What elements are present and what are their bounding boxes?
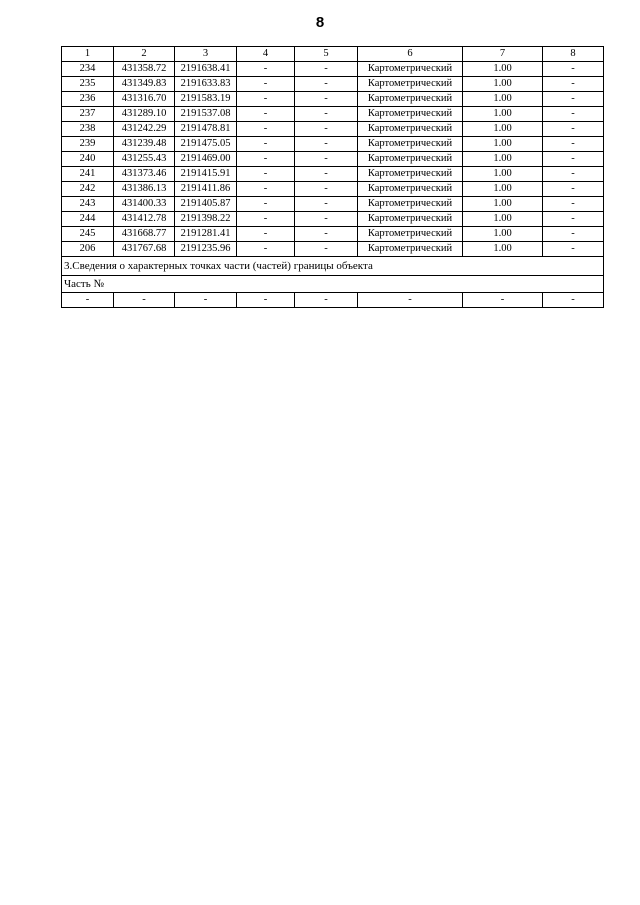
cell-col-8: - (543, 122, 604, 137)
cell-col-5: - (295, 92, 358, 107)
cell-method: - (358, 293, 463, 308)
section-row (62, 257, 604, 276)
table-row (62, 137, 604, 152)
part-label-row (62, 276, 604, 293)
cell-coord-x: 431386.13 (114, 182, 175, 197)
cell-col-8: - (543, 167, 604, 182)
cell-col-5: - (295, 152, 358, 167)
cell-coord-x: - (114, 293, 175, 308)
cell-coord-x: 431358.72 (114, 62, 175, 77)
cell-col-5: - (295, 212, 358, 227)
cell-coord-y: 2191235.96 (175, 242, 237, 257)
page-number: 8 (315, 14, 325, 31)
cell-col-4: - (237, 212, 295, 227)
cell-coord-x: 431767.68 (114, 242, 175, 257)
cell-point-number: 1 (62, 47, 114, 62)
cell-accuracy: 1.00 (463, 77, 543, 92)
cell-accuracy: 1.00 (463, 212, 543, 227)
cell-coord-y: 2191415.91 (175, 167, 237, 182)
cell-col-4: - (237, 227, 295, 242)
cell-method: Картометрический (358, 137, 463, 152)
table-row (62, 227, 604, 242)
table-row (62, 92, 604, 107)
table-row (62, 212, 604, 227)
cell-point-number: - (62, 293, 114, 308)
cell-coord-y: 3 (175, 47, 237, 62)
cell-accuracy: 1.00 (463, 137, 543, 152)
cell-coord-y: 2191475.05 (175, 137, 237, 152)
cell-coord-y: 2191405.87 (175, 197, 237, 212)
cell-method: 6 (358, 47, 463, 62)
cell-col-4: - (237, 167, 295, 182)
cell-point-number: 236 (62, 92, 114, 107)
cell-col-5: - (295, 167, 358, 182)
cell-coord-x: 431668.77 (114, 227, 175, 242)
cell-col-8: 8 (543, 47, 604, 62)
cell-coord-x: 431412.78 (114, 212, 175, 227)
cell-point-number: 234 (62, 62, 114, 77)
cell-accuracy: 1.00 (463, 167, 543, 182)
table-row (62, 62, 604, 77)
table-row (62, 242, 604, 257)
cell-method: Картометрический (358, 62, 463, 77)
cell-col-8: - (543, 77, 604, 92)
cell-coord-y: 2191469.00 (175, 152, 237, 167)
cell-col-8: - (543, 242, 604, 257)
cell-point-number: 244 (62, 212, 114, 227)
cell-col-5: - (295, 227, 358, 242)
cell-col-4: - (237, 152, 295, 167)
cell-accuracy: 1.00 (463, 197, 543, 212)
cell-method: Картометрический (358, 107, 463, 122)
section-title: 3.Сведения о характерных точках части (частей) границы объекта (62, 257, 604, 276)
cell-accuracy: 1.00 (463, 242, 543, 257)
cell-coord-y: 2191638.41 (175, 62, 237, 77)
cell-col-8: - (543, 137, 604, 152)
table-row (62, 167, 604, 182)
cell-col-4: - (237, 137, 295, 152)
cell-coord-y: 2191478.81 (175, 122, 237, 137)
cell-col-5: - (295, 62, 358, 77)
cell-accuracy: 1.00 (463, 182, 543, 197)
cell-col-5: - (295, 182, 358, 197)
cell-accuracy: 7 (463, 47, 543, 62)
cell-coord-y: 2191583.19 (175, 92, 237, 107)
cell-coord-x: 2 (114, 47, 175, 62)
cell-col-4: - (237, 77, 295, 92)
cell-col-5: - (295, 107, 358, 122)
cell-point-number: 235 (62, 77, 114, 92)
cell-col-8: - (543, 227, 604, 242)
cell-method: Картометрический (358, 212, 463, 227)
cell-coord-y: 2191537.08 (175, 107, 237, 122)
cell-coord-x: 431255.43 (114, 152, 175, 167)
cell-col-5: - (295, 242, 358, 257)
cell-coord-y: - (175, 293, 237, 308)
cell-accuracy: - (463, 293, 543, 308)
cell-col-8: - (543, 62, 604, 77)
cell-col-5: - (295, 197, 358, 212)
cell-coord-x: 431289.10 (114, 107, 175, 122)
cell-point-number: 240 (62, 152, 114, 167)
cell-coord-x: 431349.83 (114, 77, 175, 92)
cell-coord-x: 431242.29 (114, 122, 175, 137)
cell-point-number: 237 (62, 107, 114, 122)
part-label: Часть № (62, 276, 604, 293)
cell-col-4: - (237, 122, 295, 137)
cell-coord-x: 431400.33 (114, 197, 175, 212)
table-row (62, 182, 604, 197)
cell-col-8: - (543, 197, 604, 212)
header-row (62, 47, 604, 62)
cell-point-number: 243 (62, 197, 114, 212)
cell-col-4: - (237, 293, 295, 308)
cell-col-8: - (543, 92, 604, 107)
cell-method: Картометрический (358, 197, 463, 212)
cell-col-5: - (295, 77, 358, 92)
cell-method: Картометрический (358, 227, 463, 242)
table-row (62, 197, 604, 212)
part-empty-row (62, 293, 604, 308)
cell-col-8: - (543, 152, 604, 167)
cell-coord-x: 431316.70 (114, 92, 175, 107)
cell-method: Картометрический (358, 92, 463, 107)
cell-method: Картометрический (358, 182, 463, 197)
cell-method: Картометрический (358, 122, 463, 137)
cell-accuracy: 1.00 (463, 152, 543, 167)
points-table (61, 46, 604, 308)
cell-col-4: - (237, 182, 295, 197)
cell-point-number: 245 (62, 227, 114, 242)
cell-col-4: - (237, 242, 295, 257)
table-row (62, 152, 604, 167)
cell-coord-y: 2191281.41 (175, 227, 237, 242)
cell-col-5: - (295, 137, 358, 152)
cell-coord-y: 2191398.22 (175, 212, 237, 227)
cell-accuracy: 1.00 (463, 227, 543, 242)
table-row (62, 77, 604, 92)
cell-method: Картометрический (358, 77, 463, 92)
cell-accuracy: 1.00 (463, 62, 543, 77)
cell-accuracy: 1.00 (463, 122, 543, 137)
cell-point-number: 239 (62, 137, 114, 152)
cell-point-number: 238 (62, 122, 114, 137)
cell-coord-y: 2191411.86 (175, 182, 237, 197)
points-table-body (62, 47, 604, 308)
cell-method: Картометрический (358, 152, 463, 167)
table-row (62, 122, 604, 137)
cell-col-4: 4 (237, 47, 295, 62)
cell-point-number: 241 (62, 167, 114, 182)
cell-col-4: - (237, 197, 295, 212)
cell-col-8: - (543, 182, 604, 197)
cell-col-5: 5 (295, 47, 358, 62)
cell-accuracy: 1.00 (463, 107, 543, 122)
cell-coord-x: 431373.46 (114, 167, 175, 182)
cell-col-8: - (543, 107, 604, 122)
cell-method: Картометрический (358, 167, 463, 182)
cell-method: Картометрический (358, 242, 463, 257)
cell-point-number: 242 (62, 182, 114, 197)
table-row (62, 107, 604, 122)
cell-accuracy: 1.00 (463, 92, 543, 107)
cell-point-number: 206 (62, 242, 114, 257)
cell-col-4: - (237, 92, 295, 107)
cell-coord-y: 2191633.83 (175, 77, 237, 92)
cell-col-8: - (543, 293, 604, 308)
cell-col-8: - (543, 212, 604, 227)
cell-col-4: - (237, 107, 295, 122)
cell-col-5: - (295, 293, 358, 308)
cell-coord-x: 431239.48 (114, 137, 175, 152)
cell-col-5: - (295, 122, 358, 137)
cell-col-4: - (237, 62, 295, 77)
